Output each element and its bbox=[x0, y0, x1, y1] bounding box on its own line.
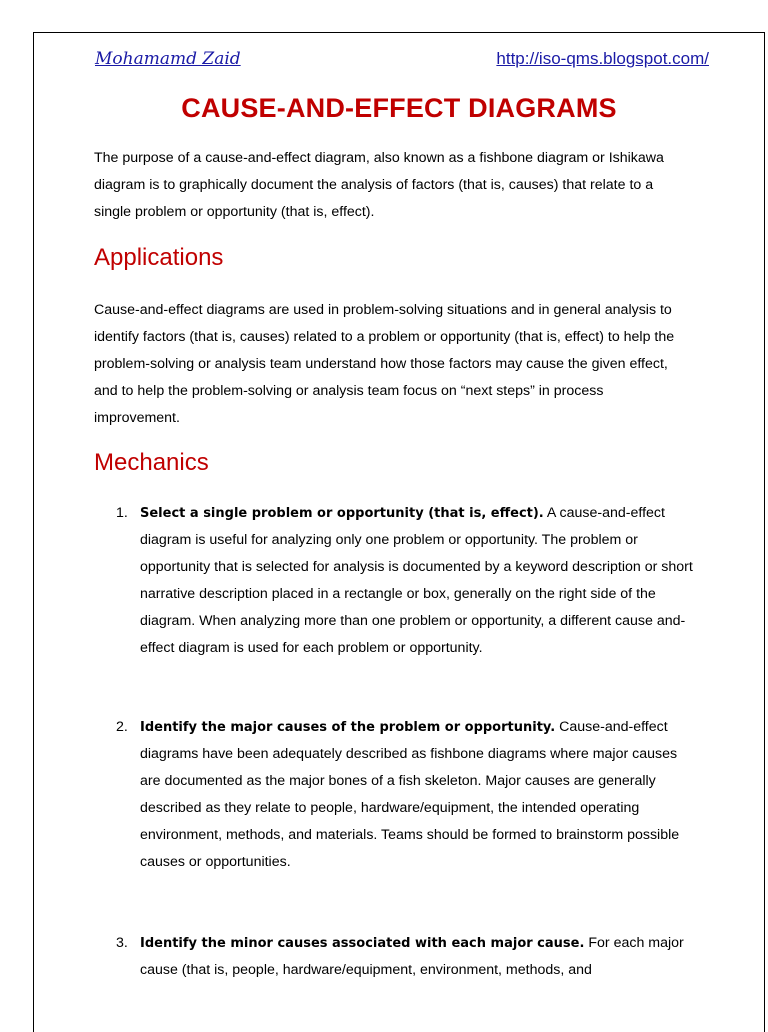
mechanics-heading: Mechanics bbox=[94, 449, 209, 476]
list-item bbox=[94, 930, 694, 984]
list-item-text: A cause-and-effect diagram is useful for analyzing only one problem or opportunity. The problem or opportunity that is selected for analysis is documented by a keyword description or short narrative description placed in a rectangle or box, generally on the right side of the diagram. When analyzing more than one problem or opportunity, a different cause and- effect diagram is used for each problem or opportunity. bbox=[140, 505, 693, 656]
list-item-number: 3. bbox=[116, 935, 128, 951]
author-name: Mohamamd Zaid bbox=[95, 49, 241, 69]
intro-paragraph: The purpose of a cause-and-effect diagram, also known as a fishbone diagram or Ishikawa diagram is to graphically document the analysis of factors (that is, causes) that relate to a single problem or opportunity (that is, effect). bbox=[94, 150, 664, 220]
list-item-number: 1. bbox=[116, 505, 128, 521]
page-header bbox=[95, 49, 709, 77]
list-item bbox=[94, 714, 694, 876]
document-page bbox=[33, 32, 765, 1032]
list-item-lead: Select a single problem or opportunity (that is, effect). bbox=[140, 506, 544, 521]
list-item bbox=[94, 500, 694, 662]
list-item-number: 2. bbox=[116, 719, 128, 735]
list-item-lead: Identify the minor causes associated with each major cause. bbox=[140, 936, 585, 951]
website-link[interactable]: http://iso-qms.blogspot.com/ bbox=[496, 49, 709, 68]
list-item-text: Cause-and-effect diagrams have been adequately described as fishbone diagrams where major causes are documented as the major bones of a fish skeleton. Major causes are generally described as they relate to people, hardware/equipment, the intended operating environment, methods, and materials. Teams should be formed to brainstorm possible causes or opportunities. bbox=[140, 719, 680, 870]
list-item-text: For each major cause (that is, people, hardware/equipment, environment, methods, and bbox=[140, 935, 684, 978]
list-item-lead: Identify the major causes of the problem or opportunity. bbox=[140, 720, 556, 735]
applications-paragraph: Cause-and-effect diagrams are used in problem-solving situations and in general analysis to identify factors (that is, causes) related to a problem or opportunity (that is, effect) to help the problem-solving or analysis team understand how those factors may cause the given effect, and to help the problem-solving or analysis team focus on “next steps” in process improvement. bbox=[94, 302, 675, 426]
applications-heading: Applications bbox=[94, 244, 224, 271]
page-title: CAUSE-AND-EFFECT DIAGRAMS bbox=[181, 93, 617, 123]
